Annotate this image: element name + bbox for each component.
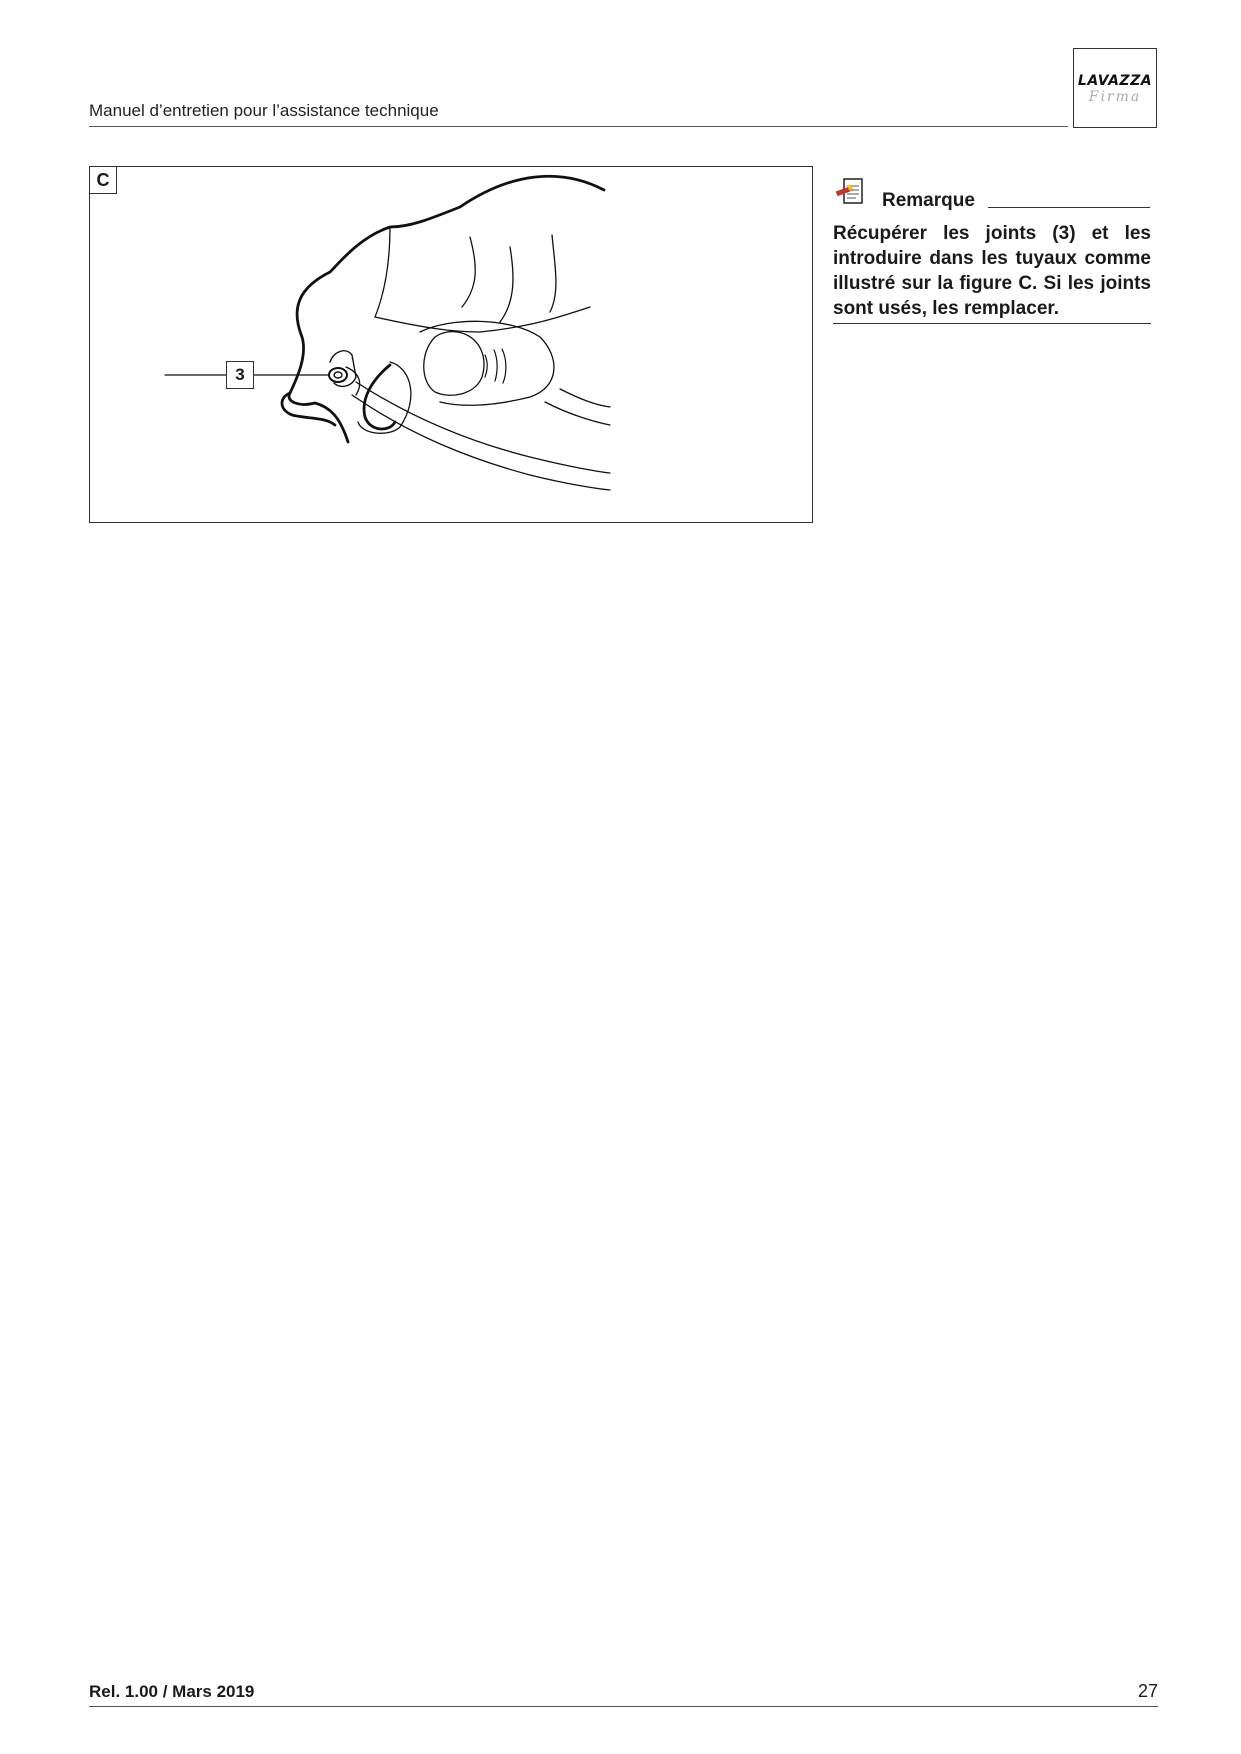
lavazza-logo — [1073, 48, 1157, 128]
note-body: Récupérer les joints (3) et les introduire dans les tuyaux comme illustré sur la figure C. Si les joints sont usés, les remplacer. — [833, 223, 1151, 319]
note-pad-icon — [834, 177, 870, 207]
figure-c — [89, 166, 813, 523]
note-heading-rule — [988, 207, 1150, 208]
page-number: 27 — [1137, 1681, 1158, 1701]
hand-illustration — [90, 167, 812, 522]
logo-sub-text: Firma — [1088, 89, 1142, 105]
note-heading: Remarque — [882, 190, 975, 211]
header-rule — [89, 126, 1068, 127]
note-bottom-rule — [833, 323, 1151, 324]
footer-rule — [89, 1706, 1158, 1707]
figure-label: C — [90, 167, 117, 194]
footer-release: Rel. 1.00 / Mars 2019 — [89, 1682, 255, 1701]
document-header-title: Manuel d’entretien pour l’assistance technique — [89, 101, 439, 120]
callout-number: 3 — [226, 361, 254, 389]
logo-brand-text: LAVAZZA — [1077, 73, 1153, 89]
